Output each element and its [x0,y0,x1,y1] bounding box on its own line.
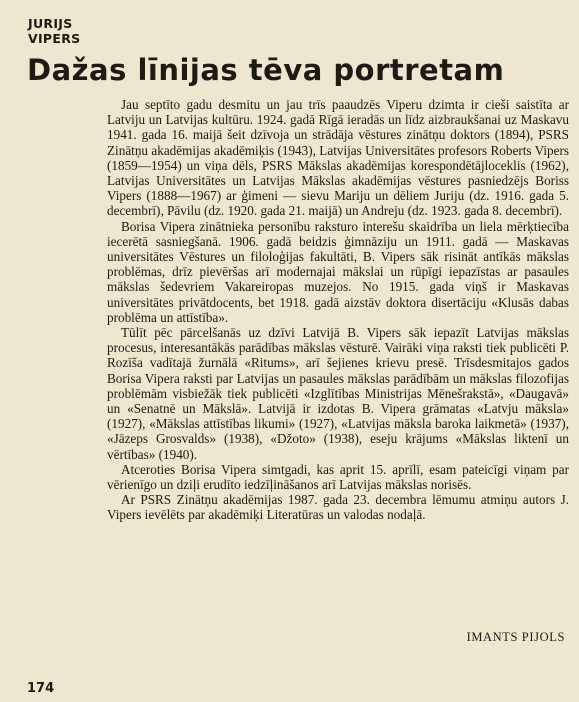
author-last-name: VIPERS [28,31,81,46]
article-body [107,97,569,523]
paragraph-3: Tūlīt pēc pārcelšanās uz dzīvi Latvijā B. Vipers sāk iepazīt Latvijas mākslas procesus, interesantākās parādības mākslas vēsturē. Vairāki viņa raksti tiek publicēti P. Rozīša vadītajā žurnālā «Ritums», arī šejienes krievu presē. Trīsdesmitajos gados Borisa Vipera raksti par Latvijas un pasaules mākslas parādībām un mākslas filozofijas problēmām visbiežāk tiek publicēti «Izglītības Ministrijas Mēnešrakstā», «Daugavā» un «Senatnē un Mākslā». Latvijā ir izdotas B. Vipera grāmatas «Latvju māksla» (1927), «Mākslas attīstības likumi» (1927), «Latvijas māksla baroka laikmetā» (1937), «Jāzeps Grosvalds» (1938), «Džoto» (1938), eseju krājums «Mākslas liktenī un vērtības» (1940). [107,325,569,462]
author-header [28,16,80,46]
paragraph-1: Jau septīto gadu desmitu un jau trīs paaudzēs Viperu dzimta ir cieši saistīta ar Latviju un Latvijas kultūru. 1924. gadā Rīgā ieradās un līdz aizbraukšanai uz Maskavu 1941. gada 16. maijā šeit dzīvoja un strādāja vēstures zinātņu doktors (1894), PSRS Zinātņu akadēmijas akadēmiķis (1943), Latvijas Universitātes profesors Roberts Vipers (1859—1954) un viņa dēls, PSRS Mākslas akadēmijas korespondētājloceklis (1962), Latvijas Universitātes un Latvijas Mākslas akadēmijas vēstures pasniedzējs Boriss Vipers (1888—1967) ar ģimeni — sievu Mariju un dēliem Juriju (dz. 1916. gada 5. decembrī), Pāvilu (dz. 1920. gada 21. maijā) un Andreju (dz. 1923. gada 8. decembrī). [107,97,569,219]
signature: IMANTS PIJOLS [466,630,565,644]
paragraph-4: Atceroties Borisa Vipera simtgadi, kas aprit 15. aprīlī, esam pateicīgi viņam par vērienīgo un dziļi erudīto iedzīļināšanos arī Latvijas mākslas norisēs. [107,461,569,493]
author-first-name: JURIJS [28,16,73,31]
paragraph-5: Ar PSRS Zinātņu akadēmijas 1987. gada 23. decembra lēmumu atmiņu autors J. Vipers ievēlēts par akadēmiķi Literatūras un valodas nodaļā. [107,492,569,523]
page-number: 174 [27,681,55,696]
article-title: Dažas līnijas tēva portretam [27,53,505,87]
paragraph-2: Borisa Vipera zinātnieka personību raksturo interešu skaidrība un liela mērķtiecība iecerētā sasniegšanā. 1906. gadā beidzis ģimnāziju un 1911. gadā — Maskavas universitātes Vēstures un filoloģijas fakultāti, B. Vipers sāk risināt antīkās mākslas problēmas, drīz pievēršas arī modernajai mākslai un rūpīgi iepazīstas ar pasaules mākslas šedevriem Vakareiropas muzejos. No 1915. gada viņš ir Maskavas universitātes privātdocents, bet 1918. gadā aizstāv doktora disertāciju «Klusās dabas problēma un attīstība». [107,218,569,325]
